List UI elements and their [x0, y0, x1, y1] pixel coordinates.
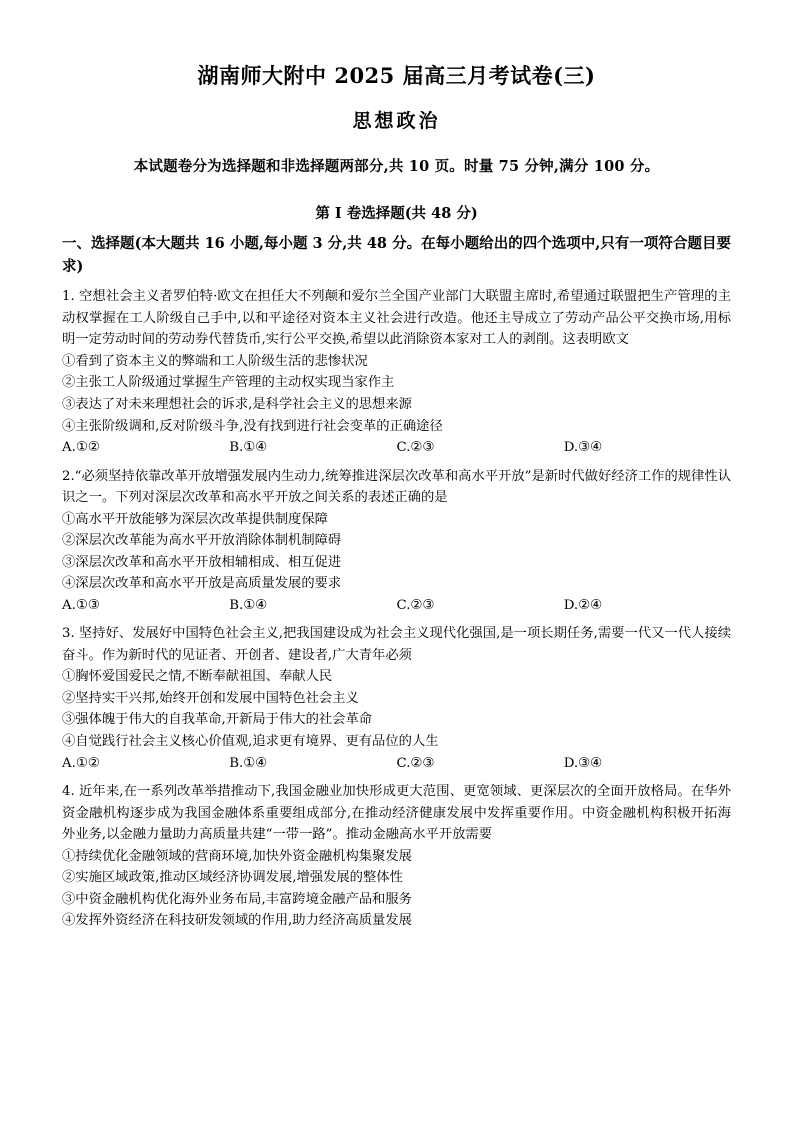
- question-option: ③强体魄于伟大的自我革命,开新局于伟大的社会革命: [62, 712, 373, 728]
- choice-b[interactable]: B.①④: [229, 440, 268, 456]
- question-stem: 1. 空想社会主义者罗伯特·欧文在担任大不列颠和爱尔兰全国产业部门大联盟主席时,希望通过联盟把生产管理的主动权掌握在工人阶级自己手中,以和平途径对资本主义社会进行改造。他还主导成立了劳动产品公平交换市场,用标明一定劳动时间的劳动券代替货币,实行公平交换,希望以此消除资本家对工人的剥削。这表明欧文: [62, 289, 731, 348]
- page-title: 湖南师大附中 2025 届高三月考试卷(三): [197, 63, 596, 88]
- question-option: ①看到了资本主义的弊端和工人阶级生活的悲惨状况: [62, 353, 368, 369]
- question-option: ②深层次改革能为高水平开放消除体制机制障碍: [62, 533, 342, 549]
- question-option: ④发挥外资经济在科技研发领域的作用,助力经济高质量发展: [62, 913, 412, 929]
- question-option: ①高水平开放能够为深层次改革提供制度保障: [62, 511, 328, 527]
- exam-instructions: 本试题卷分为选择题和非选择题两部分,共 10 页。时量 75 分钟,满分 100 分。: [133, 157, 660, 175]
- question-option: ③表达了对未来理想社会的诉求,是科学社会主义的思想来源: [62, 397, 412, 412]
- choice-d[interactable]: D.②④: [563, 597, 603, 613]
- question-2: [62, 466, 731, 617]
- question-stem: 3. 坚持好、发展好中国特色社会主义,把我国建设成为社会主义现代化强国,是一项长期任务,需要一代又一代人接续奋斗。作为新时代的见证者、开创者、建设者,广大青年必须: [62, 626, 731, 663]
- question-option: ②实施区域政策,推动区域经济协调发展,增强发展的整体性: [62, 870, 403, 886]
- question-option: ③中资金融机构优化海外业务布局,丰富跨境金融产品和服务: [62, 891, 412, 907]
- subject-title: 思想政治: [352, 109, 441, 132]
- choice-c[interactable]: C.②③: [396, 755, 435, 771]
- part-heading: 一、选择题(本大题共 16 小题,每小题 3 分,共 48 分。在每小题给出的四个选项中,只有一项符合题目要求): [62, 234, 731, 276]
- question-choices: [62, 595, 731, 617]
- choice-c[interactable]: C.②③: [396, 597, 435, 613]
- choice-b[interactable]: B.①④: [229, 597, 268, 613]
- question-stem: 2.“必须坚持依靠改革开放增强发展内生动力,统筹推进深层次改革和高水平开放”是新时代做好经济工作的规律性认识之一。下列对深层次改革和高水平开放之间关系的表述正确的是: [62, 468, 731, 506]
- choice-c[interactable]: C.②③: [396, 440, 435, 456]
- question-choices: [62, 437, 731, 459]
- question-choices: [62, 753, 731, 775]
- choice-d[interactable]: D.③④: [563, 755, 603, 771]
- question-option: ①胸怀爱国爱民之情,不断奉献祖国、奉献人民: [62, 669, 333, 685]
- question-option: ②坚持实干兴邦,始终开创和发展中国特色社会主义: [62, 690, 359, 706]
- section-heading: 第 I 卷选择题(共 48 分): [315, 204, 478, 222]
- question-4: [62, 781, 731, 932]
- question-option: ④主张阶级调和,反对阶级斗争,没有找到进行社会变革的正确途径: [62, 418, 443, 434]
- question-stem: 4. 近年来,在一系列改革举措推动下,我国金融业加快形成更大范围、更宽领域、更深层次的全面开放格局。在华外资金融机构逐步成为我国金融体系重要组成部分,在推动经济健康发展中发挥重要作用。中资金融机构积极开拓海外业务,以金融力量助力高质量共建“一带一路”。推动金融高水平开放需要: [62, 784, 731, 843]
- question-option: ③深层次改革和高水平开放相辅相成、相互促进: [62, 554, 342, 570]
- question-option: ①持续优化金融领域的营商环境,加快外资金融机构集聚发展: [62, 848, 412, 864]
- question-option: ④深层次改革和高水平开放是高质量发展的要求: [62, 576, 342, 592]
- choice-d[interactable]: D.③④: [563, 440, 603, 456]
- question-1: [62, 286, 731, 458]
- question-3: [62, 623, 731, 774]
- question-option: ②主张工人阶级通过掌握生产管理的主动权实现当家作主: [62, 375, 395, 391]
- question-option: ④自觉践行社会主义核心价值观,追求更有境界、更有品位的人生: [62, 733, 439, 749]
- choice-a[interactable]: A.①②: [62, 440, 100, 456]
- choice-a[interactable]: A.①②: [62, 755, 100, 771]
- choice-b[interactable]: B.①④: [229, 755, 268, 771]
- choice-a[interactable]: A.①③: [62, 597, 100, 613]
